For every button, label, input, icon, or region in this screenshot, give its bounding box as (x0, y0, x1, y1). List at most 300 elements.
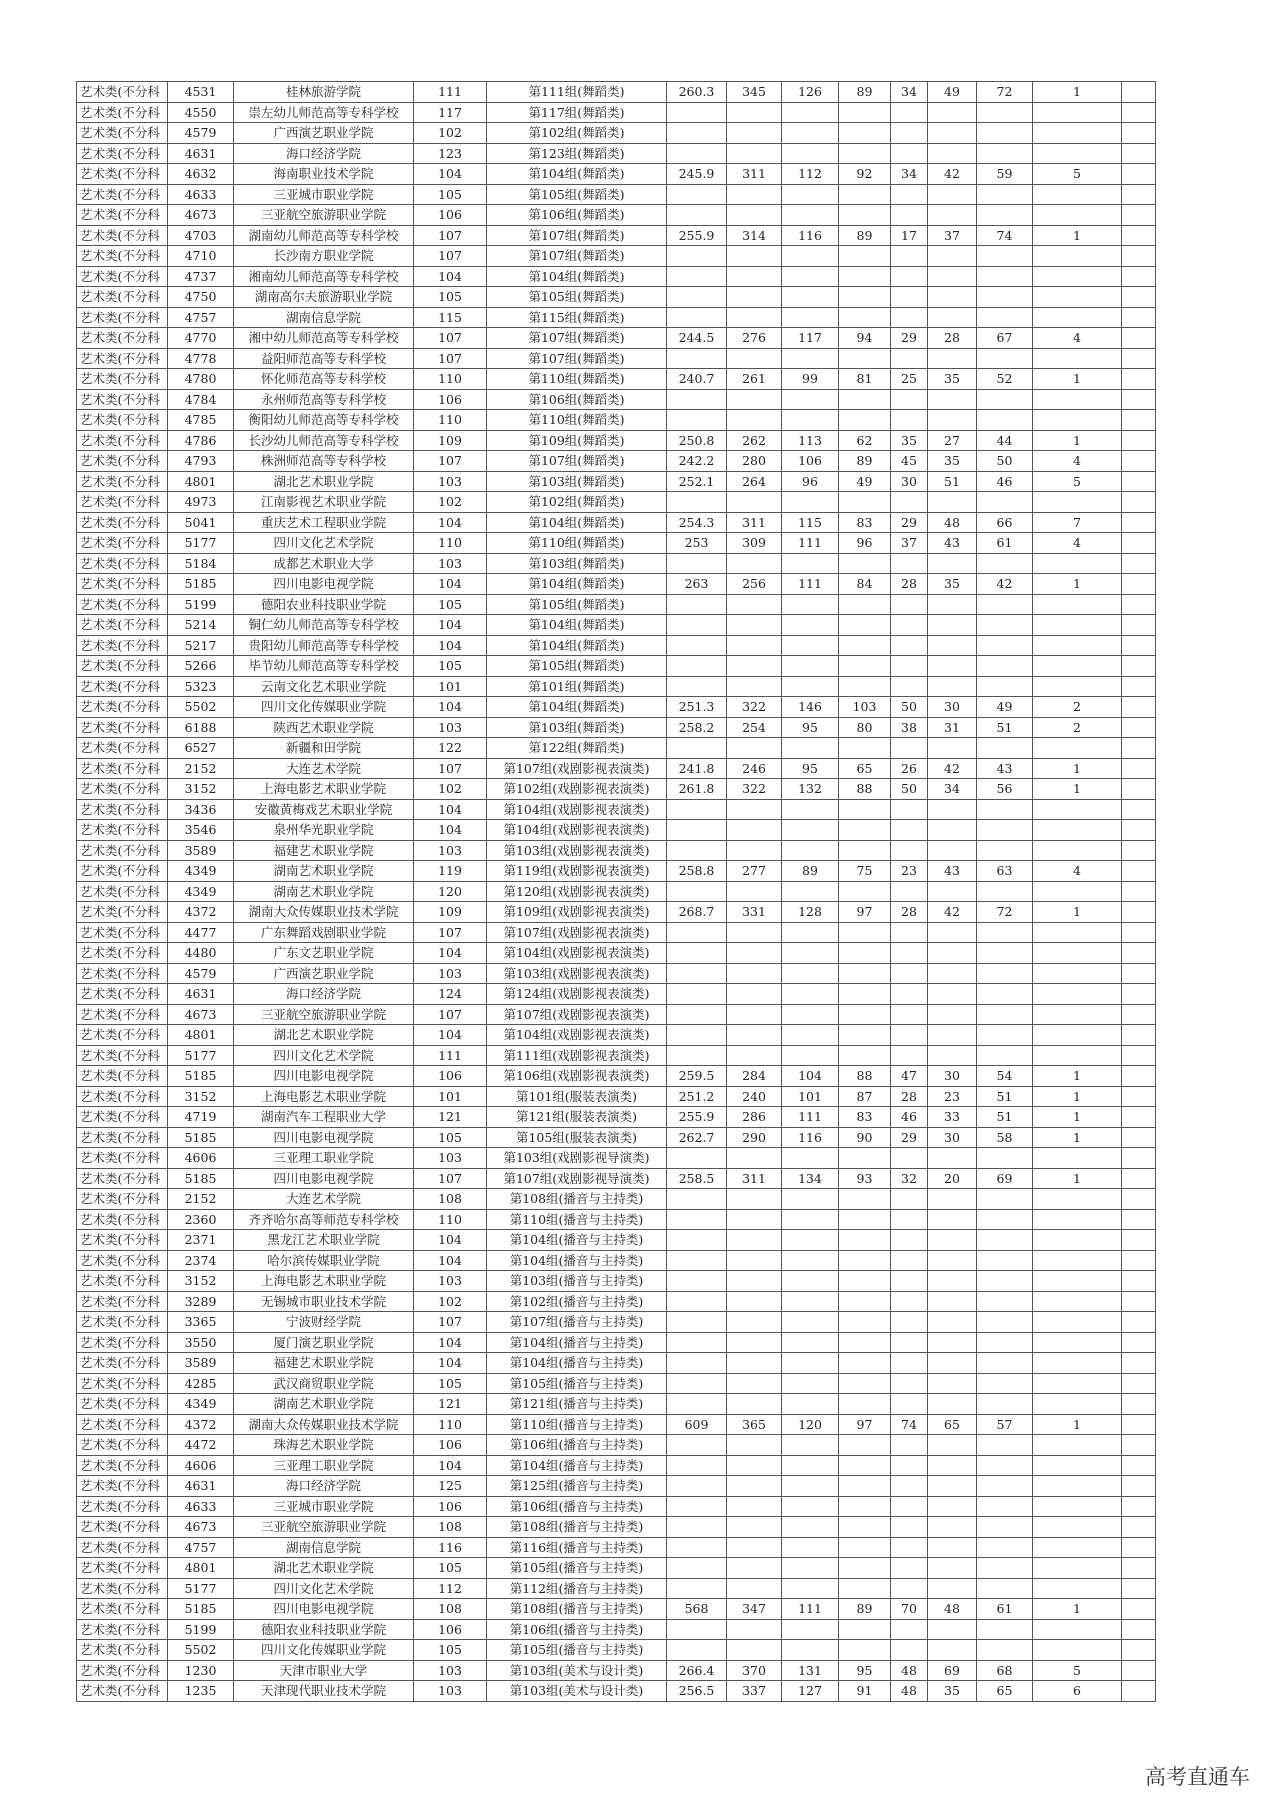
sub-score-1-cell (727, 102, 782, 123)
rank-count-cell (1033, 922, 1122, 943)
note-cell (1122, 553, 1156, 574)
sub-score-4-cell (891, 1353, 928, 1374)
sub-score-3-cell (839, 246, 891, 267)
school-name-cell: 云南文化艺术职业学院 (234, 676, 414, 697)
sub-score-3-cell (839, 1455, 891, 1476)
sub-score-6-cell (977, 1394, 1033, 1415)
sub-score-4-cell (891, 1435, 928, 1456)
sub-score-1-cell (727, 287, 782, 308)
sub-score-1-cell (727, 1619, 782, 1640)
min-score-cell (667, 1496, 727, 1517)
table-row (77, 82, 1156, 103)
rank-count-cell (1033, 1148, 1122, 1169)
sub-score-5-cell (928, 307, 977, 328)
rank-count-cell (1033, 1537, 1122, 1558)
sub-score-1-cell (727, 656, 782, 677)
rank-count-cell (1033, 881, 1122, 902)
sub-score-2-cell (782, 1230, 839, 1251)
rank-count-cell (1033, 1209, 1122, 1230)
sub-score-5-cell: 48 (928, 512, 977, 533)
group-name-cell: 第108组(播音与主持类) (487, 1599, 667, 1620)
sub-score-3-cell (839, 1230, 891, 1251)
sub-score-5-cell: 35 (928, 574, 977, 595)
sub-score-1-cell: 311 (727, 164, 782, 185)
min-score-cell (667, 287, 727, 308)
note-cell (1122, 164, 1156, 185)
sub-score-5-cell (928, 635, 977, 656)
group-code-cell: 104 (414, 1230, 487, 1251)
sub-score-6-cell: 51 (977, 1107, 1033, 1128)
group-code-cell: 106 (414, 1496, 487, 1517)
sub-score-4-cell (891, 348, 928, 369)
table-row (77, 471, 1156, 492)
rank-count-cell: 1 (1033, 430, 1122, 451)
min-score-cell (667, 553, 727, 574)
sub-score-6-cell (977, 1332, 1033, 1353)
rank-count-cell (1033, 205, 1122, 226)
table-row (77, 430, 1156, 451)
sub-score-1-cell (727, 553, 782, 574)
sub-score-2-cell: 131 (782, 1660, 839, 1681)
sub-score-3-cell (839, 102, 891, 123)
note-cell (1122, 328, 1156, 349)
sub-score-4-cell (891, 1004, 928, 1025)
sub-score-1-cell (727, 1476, 782, 1497)
group-name-cell: 第104组(舞蹈类) (487, 512, 667, 533)
sub-score-2-cell (782, 492, 839, 513)
sub-score-5-cell (928, 922, 977, 943)
school-name-cell: 哈尔滨传媒职业学院 (234, 1250, 414, 1271)
school-code-cell: 4349 (168, 1394, 234, 1415)
min-score-cell: 254.3 (667, 512, 727, 533)
min-score-cell (667, 1004, 727, 1025)
sub-score-6-cell (977, 307, 1033, 328)
sub-score-6-cell (977, 205, 1033, 226)
sub-score-2-cell: 115 (782, 512, 839, 533)
rank-count-cell: 1 (1033, 779, 1122, 800)
rank-count-cell: 2 (1033, 697, 1122, 718)
min-score-cell (667, 922, 727, 943)
school-name-cell: 三亚航空旅游职业学院 (234, 1004, 414, 1025)
school-code-cell: 4784 (168, 389, 234, 410)
school-name-cell: 怀化师范高等专科学校 (234, 369, 414, 390)
sub-score-4-cell (891, 266, 928, 287)
sub-score-6-cell (977, 984, 1033, 1005)
school-name-cell: 大连艺术学院 (234, 1189, 414, 1210)
category-cell: 艺术类(不分科 (77, 799, 168, 820)
school-code-cell: 5502 (168, 1640, 234, 1661)
table-row (77, 533, 1156, 554)
group-name-cell: 第110组(舞蹈类) (487, 533, 667, 554)
sub-score-1-cell: 290 (727, 1127, 782, 1148)
sub-score-1-cell (727, 1435, 782, 1456)
min-score-cell (667, 1435, 727, 1456)
min-score-cell: 609 (667, 1414, 727, 1435)
group-code-cell: 122 (414, 738, 487, 759)
school-name-cell: 四川电影电视学院 (234, 1599, 414, 1620)
sub-score-2-cell: 104 (782, 1066, 839, 1087)
min-score-cell (667, 1189, 727, 1210)
rank-count-cell: 2 (1033, 717, 1122, 738)
sub-score-1-cell (727, 143, 782, 164)
table-row (77, 369, 1156, 390)
school-name-cell: 海口经济学院 (234, 143, 414, 164)
table-row (77, 553, 1156, 574)
sub-score-5-cell: 35 (928, 451, 977, 472)
category-cell: 艺术类(不分科 (77, 1291, 168, 1312)
sub-score-3-cell (839, 738, 891, 759)
sub-score-1-cell (727, 881, 782, 902)
rank-count-cell (1033, 984, 1122, 1005)
sub-score-2-cell (782, 1373, 839, 1394)
sub-score-1-cell: 347 (727, 1599, 782, 1620)
sub-score-2-cell (782, 266, 839, 287)
sub-score-6-cell (977, 102, 1033, 123)
sub-score-5-cell (928, 1455, 977, 1476)
school-code-cell: 5217 (168, 635, 234, 656)
rank-count-cell: 5 (1033, 1660, 1122, 1681)
sub-score-3-cell (839, 205, 891, 226)
category-cell: 艺术类(不分科 (77, 1660, 168, 1681)
group-name-cell: 第103组(美术与设计类) (487, 1681, 667, 1702)
min-score-cell (667, 1619, 727, 1640)
min-score-cell: 568 (667, 1599, 727, 1620)
group-code-cell: 107 (414, 1312, 487, 1333)
table-row (77, 1107, 1156, 1128)
school-code-cell: 4633 (168, 184, 234, 205)
sub-score-4-cell: 26 (891, 758, 928, 779)
min-score-cell (667, 676, 727, 697)
note-cell (1122, 1373, 1156, 1394)
group-code-cell: 107 (414, 451, 487, 472)
sub-score-1-cell (727, 1250, 782, 1271)
category-cell: 艺术类(不分科 (77, 1414, 168, 1435)
min-score-cell (667, 307, 727, 328)
sub-score-5-cell (928, 1291, 977, 1312)
note-cell (1122, 492, 1156, 513)
table-row (77, 1619, 1156, 1640)
min-score-cell (667, 492, 727, 513)
sub-score-4-cell (891, 615, 928, 636)
note-cell (1122, 1517, 1156, 1538)
school-code-cell: 2152 (168, 758, 234, 779)
sub-score-4-cell: 50 (891, 697, 928, 718)
table-row (77, 1086, 1156, 1107)
table-row (77, 123, 1156, 144)
sub-score-3-cell (839, 553, 891, 574)
group-name-cell: 第125组(播音与主持类) (487, 1476, 667, 1497)
note-cell (1122, 1476, 1156, 1497)
school-code-cell: 4579 (168, 963, 234, 984)
sub-score-5-cell (928, 799, 977, 820)
group-code-cell: 110 (414, 410, 487, 431)
min-score-cell (667, 840, 727, 861)
sub-score-4-cell (891, 820, 928, 841)
group-name-cell: 第112组(播音与主持类) (487, 1578, 667, 1599)
category-cell: 艺术类(不分科 (77, 738, 168, 759)
school-name-cell: 福建艺术职业学院 (234, 840, 414, 861)
category-cell: 艺术类(不分科 (77, 1578, 168, 1599)
sub-score-3-cell: 92 (839, 164, 891, 185)
min-score-cell (667, 943, 727, 964)
sub-score-2-cell (782, 1312, 839, 1333)
sub-score-5-cell (928, 287, 977, 308)
sub-score-1-cell (727, 205, 782, 226)
note-cell (1122, 717, 1156, 738)
min-score-cell (667, 1640, 727, 1661)
rank-count-cell (1033, 1435, 1122, 1456)
sub-score-5-cell (928, 1004, 977, 1025)
group-code-cell: 107 (414, 225, 487, 246)
group-code-cell: 104 (414, 943, 487, 964)
table-row (77, 902, 1156, 923)
sub-score-2-cell (782, 1476, 839, 1497)
group-code-cell: 104 (414, 1250, 487, 1271)
min-score-cell (667, 1394, 727, 1415)
group-name-cell: 第104组(戏剧影视表演类) (487, 820, 667, 841)
school-name-cell: 湖南汽车工程职业大学 (234, 1107, 414, 1128)
group-name-cell: 第108组(播音与主持类) (487, 1189, 667, 1210)
sub-score-3-cell (839, 676, 891, 697)
note-cell (1122, 635, 1156, 656)
group-name-cell: 第110组(舞蹈类) (487, 369, 667, 390)
sub-score-3-cell: 62 (839, 430, 891, 451)
category-cell: 艺术类(不分科 (77, 779, 168, 800)
sub-score-1-cell (727, 492, 782, 513)
sub-score-6-cell: 69 (977, 1168, 1033, 1189)
group-name-cell: 第104组(播音与主持类) (487, 1332, 667, 1353)
rank-count-cell: 1 (1033, 1086, 1122, 1107)
group-code-cell: 102 (414, 123, 487, 144)
table-row (77, 820, 1156, 841)
min-score-cell (667, 799, 727, 820)
school-name-cell: 无锡城市职业技术学院 (234, 1291, 414, 1312)
school-name-cell: 重庆艺术工程职业学院 (234, 512, 414, 533)
note-cell (1122, 410, 1156, 431)
min-score-cell: 251.3 (667, 697, 727, 718)
sub-score-4-cell (891, 799, 928, 820)
school-name-cell: 湖南信息学院 (234, 1537, 414, 1558)
sub-score-2-cell: 111 (782, 574, 839, 595)
sub-score-4-cell (891, 594, 928, 615)
sub-score-5-cell (928, 943, 977, 964)
sub-score-4-cell (891, 1332, 928, 1353)
school-code-cell: 4719 (168, 1107, 234, 1128)
group-code-cell: 106 (414, 1066, 487, 1087)
sub-score-2-cell (782, 246, 839, 267)
school-code-cell: 3152 (168, 1086, 234, 1107)
sub-score-1-cell: 262 (727, 430, 782, 451)
sub-score-6-cell: 63 (977, 861, 1033, 882)
sub-score-6-cell (977, 266, 1033, 287)
school-name-cell: 新疆和田学院 (234, 738, 414, 759)
min-score-cell (667, 1558, 727, 1579)
sub-score-4-cell (891, 143, 928, 164)
sub-score-2-cell: 111 (782, 1599, 839, 1620)
table-row (77, 1681, 1156, 1702)
sub-score-6-cell: 72 (977, 902, 1033, 923)
sub-score-1-cell: 322 (727, 779, 782, 800)
table-row (77, 1332, 1156, 1353)
table-row (77, 266, 1156, 287)
sub-score-1-cell (727, 1373, 782, 1394)
sub-score-6-cell: 74 (977, 225, 1033, 246)
table-row (77, 1394, 1156, 1415)
min-score-cell (667, 881, 727, 902)
category-cell: 艺术类(不分科 (77, 922, 168, 943)
category-cell: 艺术类(不分科 (77, 1271, 168, 1292)
sub-score-4-cell (891, 1291, 928, 1312)
min-score-cell (667, 1045, 727, 1066)
sub-score-3-cell (839, 594, 891, 615)
sub-score-1-cell: 311 (727, 1168, 782, 1189)
group-name-cell: 第104组(播音与主持类) (487, 1250, 667, 1271)
sub-score-6-cell: 46 (977, 471, 1033, 492)
group-name-cell: 第106组(舞蹈类) (487, 389, 667, 410)
note-cell (1122, 123, 1156, 144)
group-code-cell: 108 (414, 1599, 487, 1620)
sub-score-6-cell (977, 389, 1033, 410)
group-code-cell: 116 (414, 1537, 487, 1558)
sub-score-6-cell (977, 123, 1033, 144)
school-name-cell: 宁波财经学院 (234, 1312, 414, 1333)
school-code-cell: 4372 (168, 1414, 234, 1435)
school-name-cell: 上海电影艺术职业学院 (234, 779, 414, 800)
group-name-cell: 第105组(舞蹈类) (487, 656, 667, 677)
group-code-cell: 104 (414, 1332, 487, 1353)
rank-count-cell (1033, 1640, 1122, 1661)
table-row (77, 697, 1156, 718)
min-score-cell (667, 1332, 727, 1353)
sub-score-6-cell: 65 (977, 1681, 1033, 1702)
sub-score-5-cell: 49 (928, 82, 977, 103)
sub-score-1-cell (727, 943, 782, 964)
school-name-cell: 株洲师范高等专科学校 (234, 451, 414, 472)
category-cell: 艺术类(不分科 (77, 143, 168, 164)
note-cell (1122, 184, 1156, 205)
sub-score-1-cell: 314 (727, 225, 782, 246)
sub-score-5-cell (928, 984, 977, 1005)
rank-count-cell: 1 (1033, 1599, 1122, 1620)
school-code-cell: 4780 (168, 369, 234, 390)
group-name-cell: 第107组(舞蹈类) (487, 451, 667, 472)
school-name-cell: 三亚理工职业学院 (234, 1148, 414, 1169)
rank-count-cell (1033, 410, 1122, 431)
min-score-cell (667, 184, 727, 205)
rank-count-cell: 7 (1033, 512, 1122, 533)
school-code-cell: 4973 (168, 492, 234, 513)
rank-count-cell: 1 (1033, 902, 1122, 923)
sub-score-1-cell (727, 1332, 782, 1353)
min-score-cell: 261.8 (667, 779, 727, 800)
school-code-cell: 1235 (168, 1681, 234, 1702)
sub-score-1-cell: 337 (727, 1681, 782, 1702)
rank-count-cell: 1 (1033, 758, 1122, 779)
sub-score-1-cell (727, 1578, 782, 1599)
sub-score-6-cell (977, 1045, 1033, 1066)
group-code-cell: 103 (414, 1681, 487, 1702)
sub-score-2-cell (782, 881, 839, 902)
sub-score-4-cell: 28 (891, 1086, 928, 1107)
rank-count-cell (1033, 307, 1122, 328)
category-cell: 艺术类(不分科 (77, 594, 168, 615)
sub-score-6-cell: 59 (977, 164, 1033, 185)
category-cell: 艺术类(不分科 (77, 430, 168, 451)
sub-score-3-cell (839, 1578, 891, 1599)
school-name-cell: 四川电影电视学院 (234, 1127, 414, 1148)
rank-count-cell (1033, 1394, 1122, 1415)
sub-score-6-cell (977, 1578, 1033, 1599)
sub-score-2-cell (782, 656, 839, 677)
sub-score-4-cell: 29 (891, 512, 928, 533)
note-cell (1122, 656, 1156, 677)
table-row (77, 1660, 1156, 1681)
group-name-cell: 第103组(舞蹈类) (487, 717, 667, 738)
sub-score-3-cell: 96 (839, 533, 891, 554)
sub-score-5-cell (928, 1373, 977, 1394)
table-row (77, 1353, 1156, 1374)
group-name-cell: 第104组(舞蹈类) (487, 164, 667, 185)
school-name-cell: 成都艺术职业大学 (234, 553, 414, 574)
sub-score-1-cell (727, 1640, 782, 1661)
sub-score-2-cell (782, 1291, 839, 1312)
note-cell (1122, 389, 1156, 410)
group-name-cell: 第107组(戏剧影视表演类) (487, 1004, 667, 1025)
sub-score-1-cell (727, 1496, 782, 1517)
sub-score-1-cell (727, 348, 782, 369)
rank-count-cell: 4 (1033, 328, 1122, 349)
table-row (77, 984, 1156, 1005)
sub-score-4-cell (891, 1025, 928, 1046)
school-code-cell: 5266 (168, 656, 234, 677)
school-name-cell: 四川电影电视学院 (234, 1168, 414, 1189)
sub-score-3-cell (839, 492, 891, 513)
table-row (77, 1435, 1156, 1456)
sub-score-5-cell: 33 (928, 1107, 977, 1128)
sub-score-6-cell (977, 635, 1033, 656)
category-cell: 艺术类(不分科 (77, 881, 168, 902)
group-code-cell: 115 (414, 307, 487, 328)
min-score-cell (667, 143, 727, 164)
sub-score-3-cell: 97 (839, 1414, 891, 1435)
sub-score-5-cell: 69 (928, 1660, 977, 1681)
rank-count-cell (1033, 1332, 1122, 1353)
school-name-cell: 海南职业技术学院 (234, 164, 414, 185)
sub-score-1-cell (727, 246, 782, 267)
sub-score-2-cell: 95 (782, 717, 839, 738)
sub-score-6-cell: 58 (977, 1127, 1033, 1148)
school-name-cell: 湘南幼儿师范高等专科学校 (234, 266, 414, 287)
category-cell: 艺术类(不分科 (77, 451, 168, 472)
min-score-cell (667, 1312, 727, 1333)
sub-score-3-cell (839, 389, 891, 410)
category-cell: 艺术类(不分科 (77, 102, 168, 123)
school-name-cell: 三亚城市职业学院 (234, 184, 414, 205)
note-cell (1122, 82, 1156, 103)
sub-score-6-cell (977, 348, 1033, 369)
sub-score-3-cell (839, 963, 891, 984)
note-cell (1122, 1066, 1156, 1087)
min-score-cell: 258.5 (667, 1168, 727, 1189)
sub-score-6-cell (977, 553, 1033, 574)
note-cell (1122, 1189, 1156, 1210)
school-name-cell: 海口经济学院 (234, 1476, 414, 1497)
school-name-cell: 四川文化传媒职业学院 (234, 1640, 414, 1661)
sub-score-4-cell (891, 1537, 928, 1558)
category-cell: 艺术类(不分科 (77, 1332, 168, 1353)
note-cell (1122, 471, 1156, 492)
table-row (77, 1250, 1156, 1271)
